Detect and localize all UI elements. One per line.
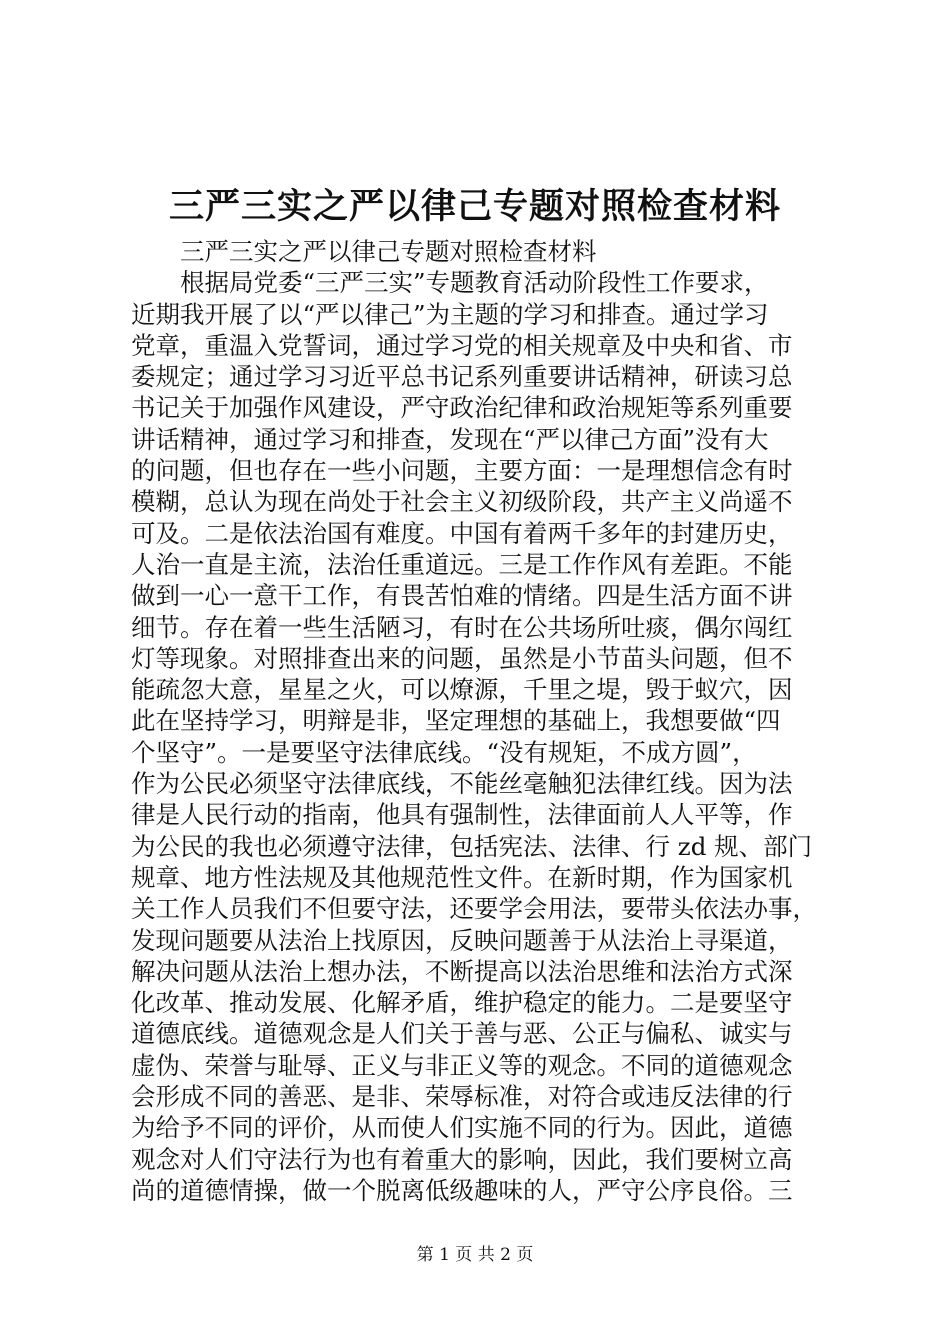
body-line: 模糊，总认为现在尚处于社会主义初级阶段，共产主义尚遥不 [131,487,793,517]
body-line: 可及。二是依法治国有难度。中国有着两千多年的封建历史， [131,518,793,548]
body-line: 做到一心一意干工作，有畏苦怕难的情绪。四是生活方面不讲 [131,581,793,611]
body-line: 关工作人员我们不但要守法，还要学会用法，要带头依法办事， [131,894,817,924]
body-line: 能疏忽大意，星星之火，可以燎源，千里之堤，毁于蚁穴，因 [131,675,793,705]
body-line: 个坚守”。一是要坚守法律底线。“没有规矩，不成方圆”， [131,737,757,767]
document-title: 三严三实之严以律己专题对照检查材料 [168,186,781,227]
body-line: 尚的道德情操，做一个脱离低级趣味的人，严守公序良俗。三 [131,1175,793,1205]
document-body [131,236,851,1206]
body-line: 讲话精神，通过学习和排查，发现在“严以律己方面”没有大 [131,424,769,454]
body-line: 人治一直是主流，法治任重道远。三是工作作风有差距。不能 [131,549,793,579]
body-line: 三严三实之严以律己专题对照检查材料 [180,237,597,266]
body-line: 书记关于加强作风建设，严守政治纪律和政治规矩等系列重要 [131,393,793,423]
body-line: 发现问题要从法治上找原因，反映问题善于从法治上寻渠道， [131,925,793,955]
body-line: 细节。存在着一些生活陋习，有时在公共场所吐痰，偶尔闯红 [131,612,793,642]
body-line: 作为公民必须坚守法律底线，不能丝毫触犯法律红线。因为法 [131,769,793,799]
body-line: 灯等现象。对照排查出来的问题，虽然是小节苗头问题，但不 [131,643,793,673]
body-line: 虚伪、荣誉与耻辱、正义与非正义等的观念。不同的道德观念 [131,1050,793,1080]
body-line: 此在坚持学习，明辩是非，坚定理想的基础上，我想要做“四 [131,706,781,736]
page-footer: 第 1 页 共 2 页 [416,1245,534,1265]
body-line: 会形成不同的善恶、是非、荣辱标准，对符合或违反法律的行 [131,1082,793,1112]
body-line: 化改革、推动发展、化解矛盾，维护稳定的能力。二是要坚守 [131,988,793,1018]
body-line: 委规定；通过学习习近平总书记系列重要讲话精神，研读习总 [131,362,793,392]
body-line: 解决问题从法治上想办法，不断提高以法治思维和法治方式深 [131,956,793,986]
body-line: 根据局党委“三严三实”专题教育活动阶段性工作要求， [180,268,769,298]
body-line: 为公民的我也必须遵守法律，包括宪法、法律、行 zd 规、部门 [131,831,813,861]
body-line: 近期我开展了以“严以律己”为主题的学习和排查。通过学习 [131,299,769,329]
body-line: 规章、地方性法规及其他规范性文件。在新时期，作为国家机 [131,862,793,892]
body-line: 观念对人们守法行为也有着重大的影响，因此，我们要树立高 [131,1144,793,1174]
body-line: 党章，重温入党誓词，通过学习党的相关规章及中央和省、市 [131,330,793,360]
body-line: 道德底线。道德观念是人们关于善与恶、公正与偏私、诚实与 [131,1019,793,1049]
body-line: 的问题，但也存在一些小问题，主要方面：一是理想信念有时 [131,456,793,486]
body-line: 为给予不同的评价，从而使人们实施不同的行为。因此，道德 [131,1113,793,1143]
body-line: 律是人民行动的指南，他具有强制性，法律面前人人平等，作 [131,800,793,830]
